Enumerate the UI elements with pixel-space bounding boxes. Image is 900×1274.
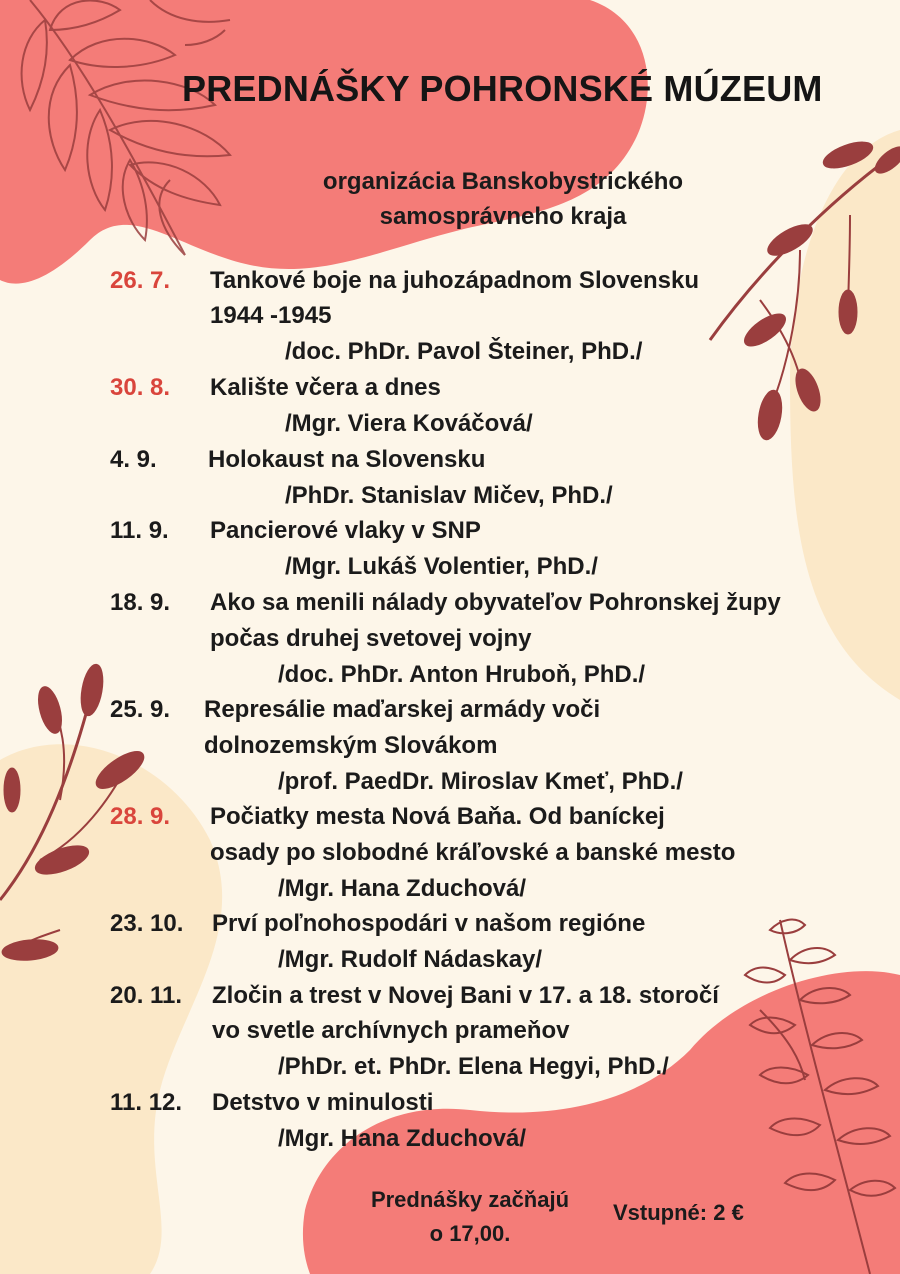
lecture-title: Kalište včera a dnes <box>210 374 441 401</box>
lecture-date: 25. 9. <box>110 696 171 723</box>
lecture-date: 20. 11. <box>110 982 183 1009</box>
lecture-speaker: /Mgr. Hana Zduchová/ <box>278 1125 527 1152</box>
start-time-line: Prednášky začňajú <box>370 1187 570 1212</box>
lecture-title: počas druhej svetovej vojny <box>210 625 532 652</box>
lecture-title: Detstvo v minulosti <box>212 1089 434 1116</box>
lecture-speaker: /Mgr. Lukáš Volentier, PhD./ <box>285 553 598 580</box>
lecture-date: 11. 12. <box>110 1089 183 1116</box>
lecture-speaker: /Mgr. Viera Kováčová/ <box>285 410 533 437</box>
page-title: PREDNÁŠKY POHRONSKÉ MÚZEUM <box>182 68 823 109</box>
start-time-line: o 17,00. <box>429 1221 511 1246</box>
lecture-date: 18. 9. <box>110 589 171 616</box>
lecture-title: dolnozemským Slovákom <box>204 732 498 759</box>
lecture-title: Zločin a trest v Novej Bani v 17. a 18. storočí <box>212 982 719 1009</box>
lecture-speaker: /PhDr. Stanislav Mičev, PhD./ <box>285 482 613 509</box>
lecture-title: Holokaust na Slovensku <box>208 446 486 473</box>
lecture-date: 4. 9. <box>110 446 157 473</box>
lecture-title: Represálie maďarskej armády voči <box>204 696 601 723</box>
subtitle-line: organizácia Banskobystrického <box>322 168 684 195</box>
lecture-title: 1944 -1945 <box>210 302 332 329</box>
lecture-title: Prví poľnohospodári v našom regióne <box>212 910 646 937</box>
lecture-date: 30. 8. <box>110 374 171 401</box>
entry-fee: Vstupné: 2 € <box>613 1200 744 1225</box>
lecture-date: 26. 7. <box>110 267 171 294</box>
lecture-title: Tankové boje na juhozápadnom Slovensku <box>210 267 699 294</box>
lecture-title: Pancierové vlaky v SNP <box>210 517 481 544</box>
lecture-title: Ako sa menili nálady obyvateľov Pohronskej župy <box>210 589 781 616</box>
lecture-title: osady po slobodné kráľovské a banské mesto <box>210 839 736 866</box>
lecture-title: vo svetle archívnych prameňov <box>212 1017 570 1044</box>
lecture-speaker: /doc. PhDr. Pavol Šteiner, PhD./ <box>285 338 643 365</box>
start-time-note <box>320 1183 620 1251</box>
lecture-speaker: /PhDr. et. PhDr. Elena Hegyi, PhD./ <box>278 1053 669 1080</box>
lecture-date: 23. 10. <box>110 910 184 937</box>
lecture-speaker: /prof. PaedDr. Miroslav Kmeť, PhD./ <box>278 768 683 795</box>
lecture-speaker: /Mgr. Hana Zduchová/ <box>278 875 527 902</box>
subtitle <box>253 164 753 234</box>
lecture-date: 28. 9. <box>110 803 171 830</box>
lecture-title: Počiatky mesta Nová Baňa. Od baníckej <box>210 803 665 830</box>
lecture-speaker: /Mgr. Rudolf Nádaskay/ <box>278 946 543 973</box>
lecture-date: 11. 9. <box>110 517 169 544</box>
subtitle-line: samosprávneho kraja <box>379 203 627 230</box>
lecture-speaker: /doc. PhDr. Anton Hruboň, PhD./ <box>278 661 646 688</box>
